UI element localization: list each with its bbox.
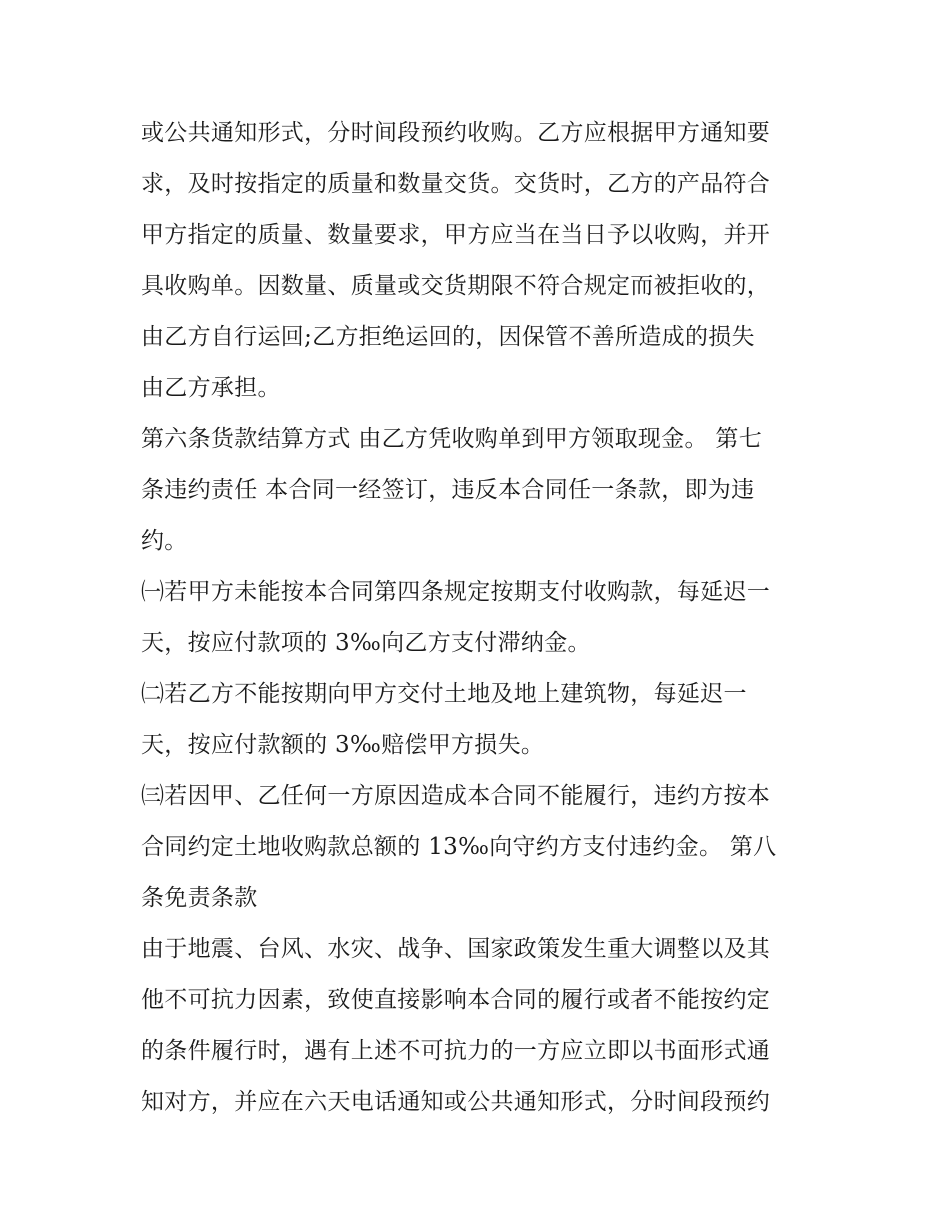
text-line: 或公共通知形式，分时间段预约收购。乙方应根据甲方通知要: [141, 120, 771, 146]
text-line: 由于地震、台风、水灾、战争、国家政策发生重大调整以及其: [141, 936, 771, 962]
text-line: 约。: [141, 528, 188, 554]
text-line: 合同约定土地收购款总额的 13‰向守约方支付违约金。 第八: [141, 834, 777, 860]
text-line: 由乙方自行运回;乙方拒绝运回的，因保管不善所造成的损失: [141, 324, 755, 350]
text-line: 由乙方承担。: [141, 375, 281, 401]
text-line: 甲方指定的质量、数量要求，甲方应当在当日予以收购，并开: [141, 222, 771, 248]
text-line: ㈢若因甲、乙任何一方原因造成本合同不能履行，违约方按本: [141, 783, 771, 809]
text-line: 知对方，并应在六天电话通知或公共通知形式，分时间段预约: [141, 1089, 771, 1115]
text-line: 的条件履行时，遇有上述不可抗力的一方应立即以书面形式通: [141, 1038, 771, 1064]
text-line: ㈡若乙方不能按期向甲方交付土地及地上建筑物，每延迟一: [141, 681, 747, 707]
text-line: 具收购单。因数量、质量或交货期限不符合规定而被拒收的，: [141, 273, 771, 299]
text-line: 天，按应付款项的 3‰向乙方支付滞纳金。: [141, 630, 591, 656]
text-line: ㈠若甲方未能按本合同第四条规定按期支付收购款，每延迟一: [141, 579, 771, 605]
contract-text-body: [141, 108, 821, 1128]
text-line: 条免责条款: [141, 885, 258, 911]
text-line: 求，及时按指定的质量和数量交货。交货时，乙方的产品符合: [141, 171, 771, 197]
text-line: 他不可抗力因素，致使直接影响本合同的履行或者不能按约定: [141, 987, 771, 1013]
text-line: 第六条货款结算方式 由乙方凭收购单到甲方领取现金。 第七: [141, 426, 763, 452]
text-line: 条违约责任 本合同一经签订，违反本合同任一条款，即为违: [141, 477, 755, 503]
text-line: 天，按应付款额的 3‰赔偿甲方损失。: [141, 732, 545, 758]
